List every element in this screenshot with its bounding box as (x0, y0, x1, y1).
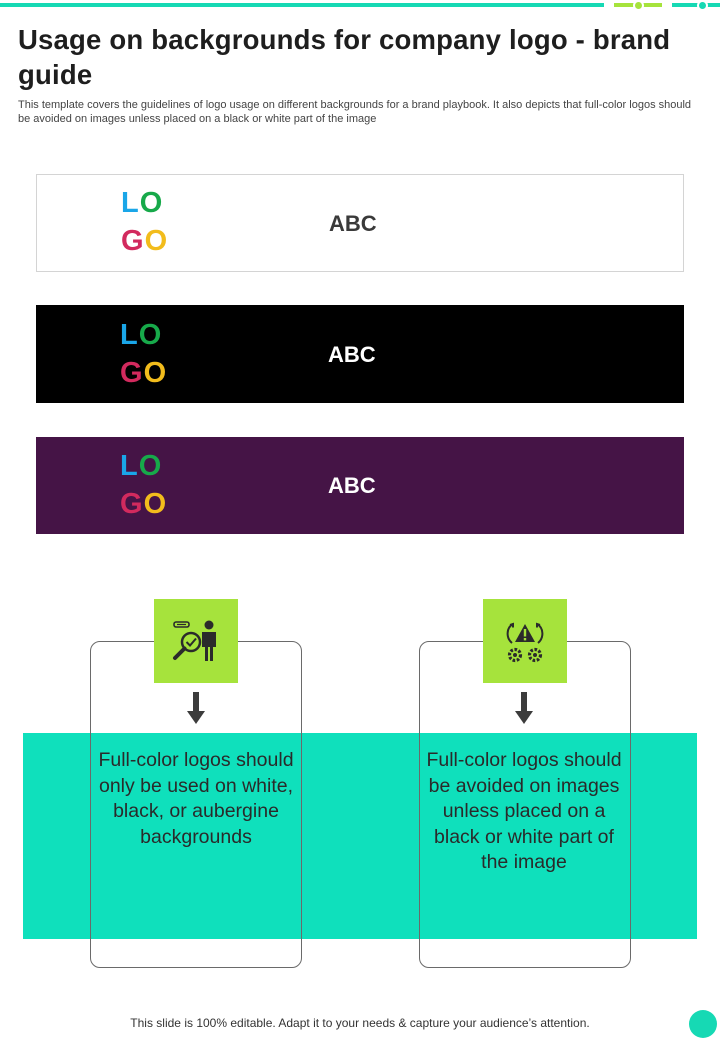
company-name: ABC (328, 473, 376, 498)
logo-letter-o: O (143, 357, 168, 389)
warning-gears-icon (500, 616, 550, 666)
logo-on-aubergine-background (36, 437, 684, 534)
company-name: ABC (328, 342, 376, 367)
down-arrow-icon (187, 692, 205, 726)
guideline-icon-box (154, 599, 238, 683)
logo-letter-o: O (138, 319, 163, 351)
page-subtitle: This template covers the guidelines of logo usage on different backgrounds for a brand playbook. It also depicts that full-color logos should be avoided on images unless placed on a black or white part of the image (18, 99, 692, 125)
top-accent-dot-teal (697, 0, 708, 11)
logo-letter-g: G (120, 357, 144, 389)
logo-letter-g: G (121, 225, 145, 257)
logo-on-black-background (36, 305, 684, 403)
logo-letter-o: O (143, 488, 168, 520)
logo-letter-l: L (120, 450, 139, 482)
logo-letter-o: O (138, 450, 163, 482)
company-logo (120, 447, 180, 523)
page-title: Usage on backgrounds for company logo - brand guide (18, 24, 671, 90)
company-logo (120, 316, 180, 392)
company-logo (121, 184, 181, 260)
logo-letter-l: L (120, 319, 139, 351)
footer-accent-dot (689, 1010, 717, 1038)
top-accent-line (0, 3, 604, 7)
magnifier-person-icon (171, 616, 221, 666)
logo-letter-g: G (120, 488, 144, 520)
company-name: ABC (329, 211, 377, 236)
guideline-icon-box (483, 599, 567, 683)
top-accent-dot-green (633, 0, 644, 11)
top-accent-segment-teal (672, 3, 720, 7)
footer-note: This slide is 100% editable. Adapt it to your needs & capture your audience’s attention. (130, 1016, 590, 1030)
logo-letter-o: O (144, 225, 169, 257)
guideline-text: Full-color logos should be avoided on images unless placed on a black or white part of the image (426, 749, 622, 873)
logo-letter-o: O (139, 187, 164, 219)
guideline-text: Full-color logos should only be used on white, black, or aubergine backgrounds (98, 749, 294, 848)
down-arrow-icon (515, 692, 533, 726)
logo-letter-l: L (121, 187, 140, 219)
logo-on-white-background (36, 174, 684, 272)
